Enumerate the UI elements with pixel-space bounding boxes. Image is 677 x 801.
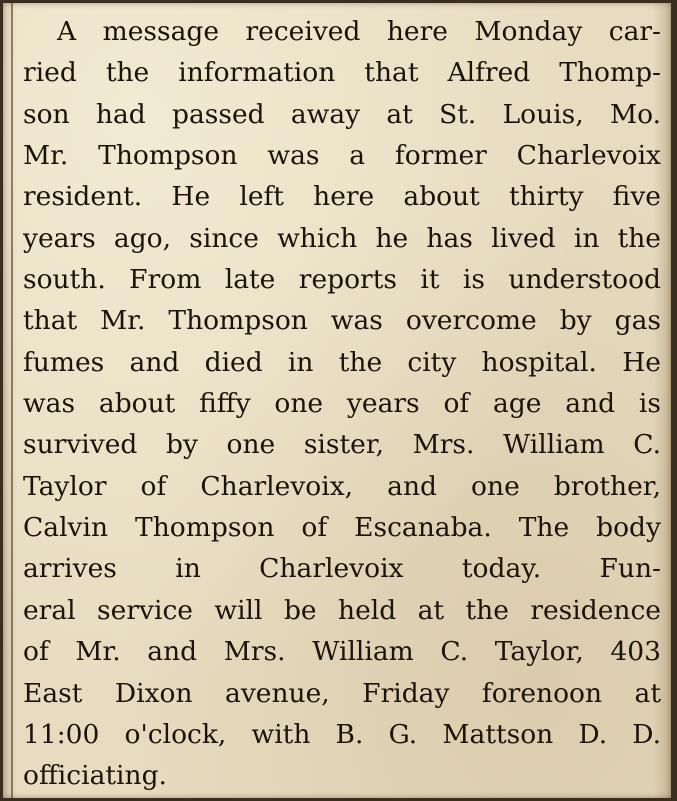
article-line: years ago, since which he has lived in the (23, 222, 661, 254)
article-line: 11:00 o'clock, with B. G. Mattson D. D. (23, 718, 661, 750)
article-line: that Mr. Thompson was overcome by gas (23, 305, 661, 337)
article-line: south. From late reports it is understood (23, 264, 661, 296)
article-line: was about fiffy one years of age and is (23, 388, 661, 420)
article-line: Mr. Thompson was a former Charlevoix (23, 140, 661, 172)
article-line: of Mr. and Mrs. William C. Taylor, 403 (23, 636, 661, 668)
article-line: A message received here Monday car- (57, 16, 661, 47)
clipping-edge-line (11, 3, 13, 798)
article-line: eral service will be held at the residence (23, 594, 661, 626)
article-line: officiating. (23, 760, 167, 792)
article-line: fumes and died in the city hospital. He (23, 346, 661, 378)
article-line: survived by one sister, Mrs. William C. (23, 429, 661, 461)
article-line: arrives in Charlevoix today. Fun- (23, 553, 661, 585)
article-line: Calvin Thompson of Escanaba. The body (23, 512, 661, 544)
article-line: ried the information that Alfred Thomp- (23, 57, 661, 89)
obituary-article (23, 11, 661, 797)
article-line: son had passed away at St. Louis, Mo. (23, 98, 661, 130)
newspaper-clipping (3, 3, 671, 798)
article-line: resident. He left here about thirty five (23, 181, 661, 213)
article-line: Taylor of Charlevoix, and one brother, (23, 470, 661, 502)
article-line: East Dixon avenue, Friday forenoon at (23, 677, 661, 709)
